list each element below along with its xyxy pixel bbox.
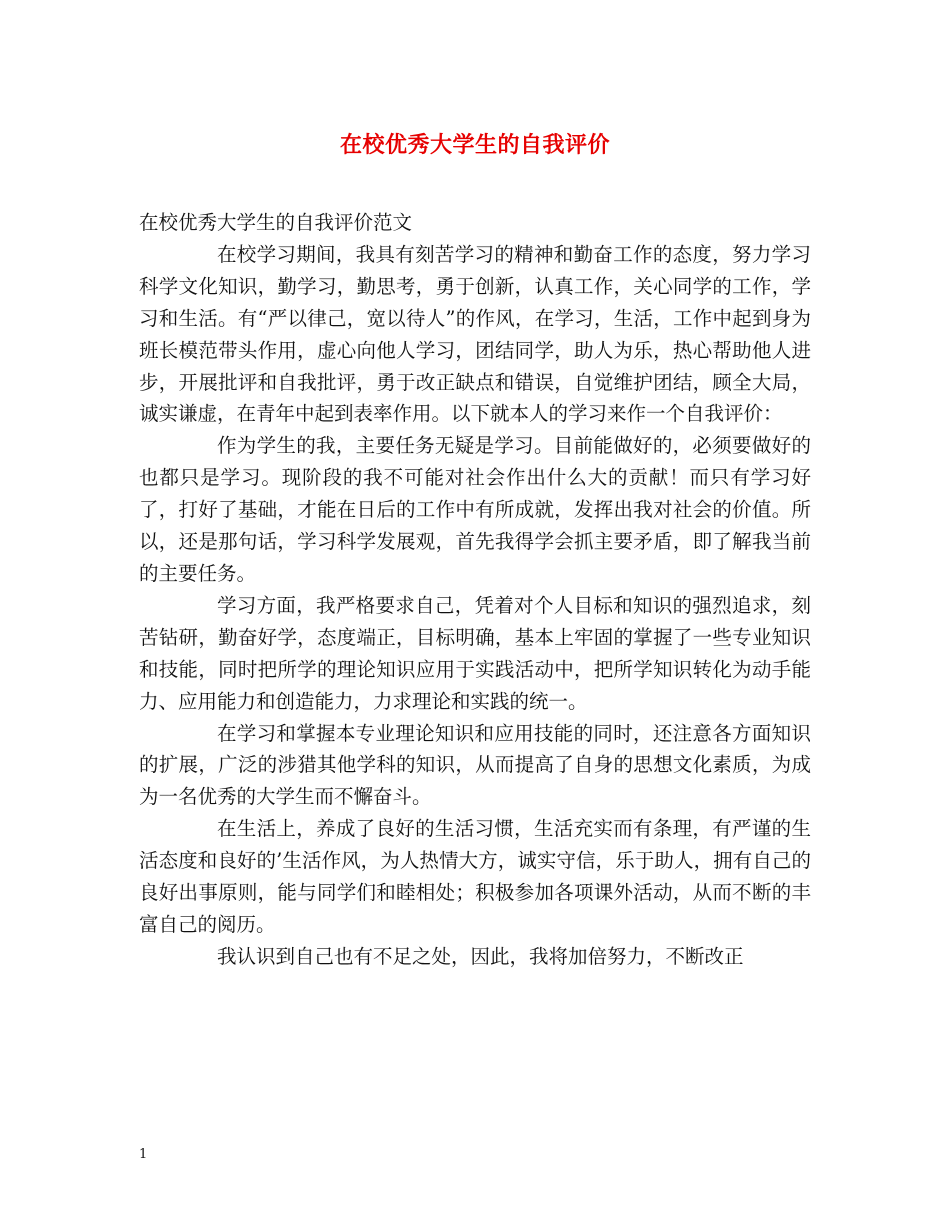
document-subtitle: 在校优秀大学生的自我评价范文 xyxy=(139,211,413,234)
paragraph: 在学习和掌握本专业理论知识和应用技能的同时，还注意各方面知识的扩展，广泛的涉猎其他学科的知识，从而提高了自身的思想文化素质，为成为一名优秀的大学生而不懈奋斗。 xyxy=(139,721,811,809)
paragraph: 我认识到自己也有不足之处，因此，我将加倍努力，不断改正 xyxy=(217,944,744,968)
paragraph: 在生活上，养成了良好的生活习惯，生活充实而有条理，有严谨的生活态度和良好的’生活作风，为人热情大方，诚实守信，乐于助人，拥有自己的良好出事原则，能与同学们和睦相处；积极参加各项课外活动，从而不断的丰富自己的阅历。 xyxy=(139,817,811,936)
paragraph: 学习方面，我严格要求自己，凭着对个人目标和知识的强烈追求，刻苦钻研，勤奋好学，态度端正，目标明确，基本上牢固的掌握了一些专业知识和技能，同时把所学的理论知识应用于实践活动中，把所学知识转化为动手能力、应用能力和创造能力，力求理论和实践的统一。 xyxy=(139,593,811,713)
paragraph: 作为学生的我，主要任务无疑是学习。目前能做好的，必须要做好的也都只是学习。现阶段的我不可能对社会作出什么大的贡献！而只有学习好了，打好了基础，才能在日后的工作中有所成就，发挥出我对社会的价值。所以，还是那句话，学习科学发展观，首先我得学会抓主要矛盾，即了解我当前的主要任务。 xyxy=(139,434,811,585)
document-body xyxy=(139,207,811,973)
paragraph: 在校学习期间，我具有刻苦学习的精神和勤奋工作的态度，努力学习科学文化知识，勤学习，勤思考，勇于创新，认真工作，关心同学的工作，学习和生活。有“严以律己，宽以待人”的作风，在学习，生活，工作中起到身为班长模范带头作用，虚心向他人学习，团结同学，助人为乐，热心帮助他人进步，开展批评和自我批评，勇于改正缺点和错误，自觉维护团结，顾全大局，诚实谦虚，在青年中起到表率作用。以下就本人的学习来作一个自我评价： xyxy=(139,242,811,426)
page-number: 1 xyxy=(139,1147,148,1162)
document-title: 在校优秀大学生的自我评价 xyxy=(339,132,610,158)
